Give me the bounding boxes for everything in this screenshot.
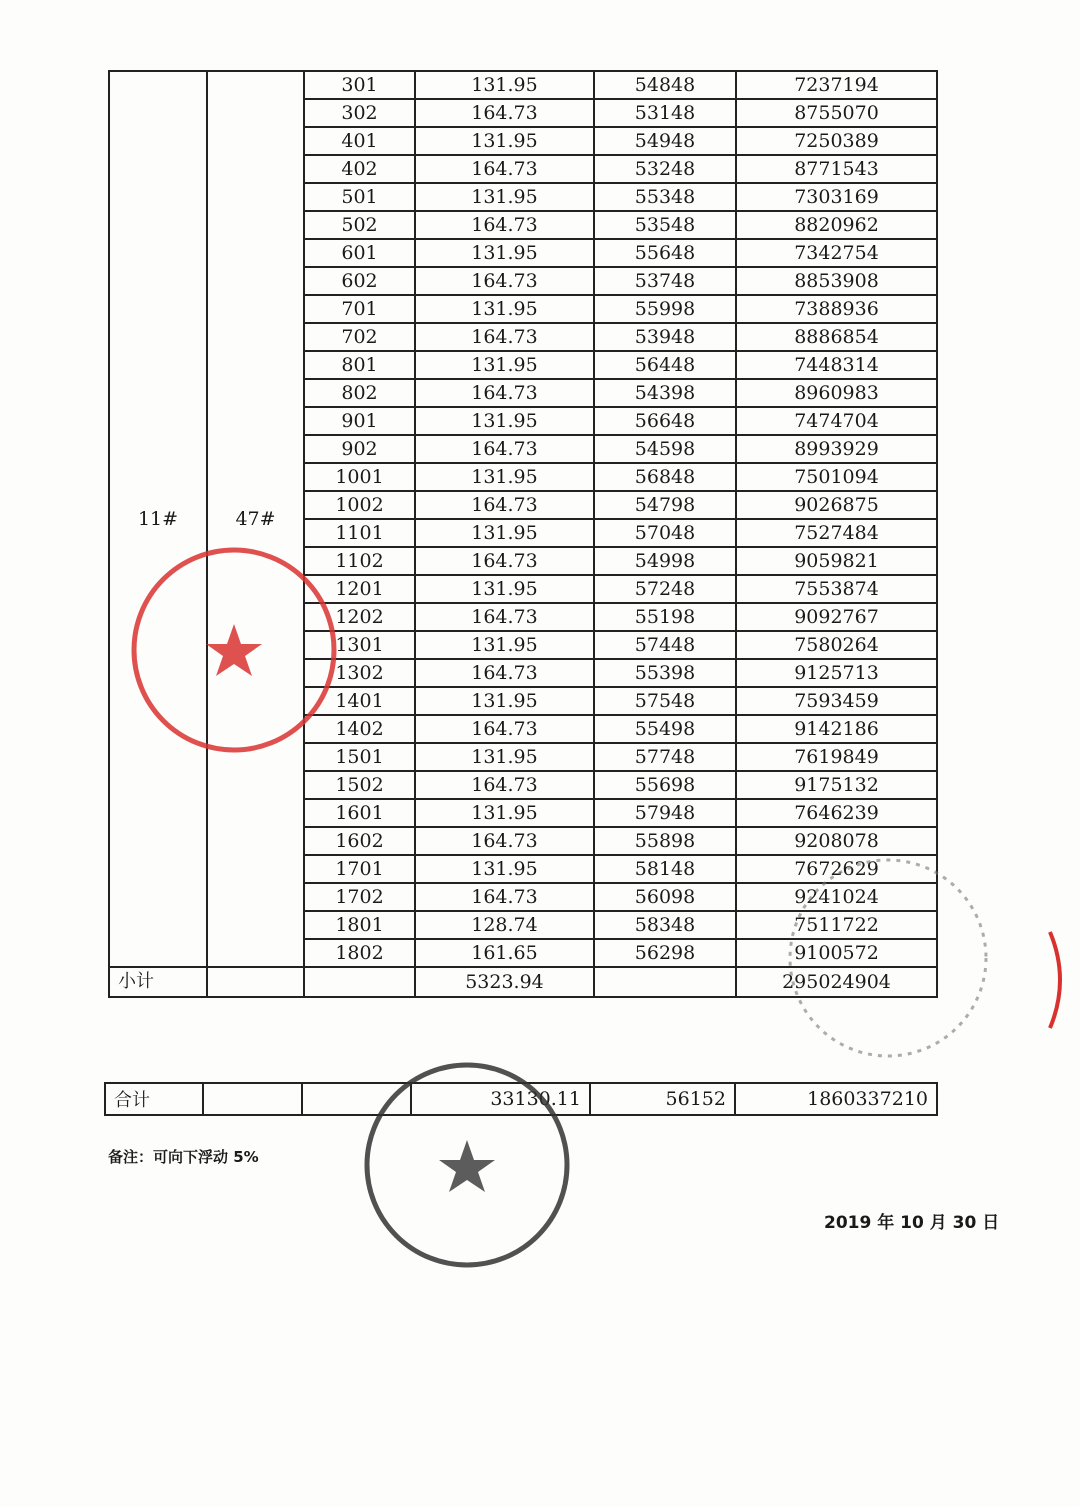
total-price-cell: 9208078 xyxy=(736,827,937,855)
price-table xyxy=(108,70,938,998)
room-number-cell: 1402 xyxy=(304,715,415,743)
area-cell: 131.95 xyxy=(415,575,594,603)
area-cell: 164.73 xyxy=(415,379,594,407)
area-cell: 131.95 xyxy=(415,463,594,491)
unit-price-cell: 55398 xyxy=(594,659,736,687)
room-number-cell: 1101 xyxy=(304,519,415,547)
room-number-cell: 1501 xyxy=(304,743,415,771)
subtotal-empty-1 xyxy=(207,967,304,997)
total-price-cell: 7388936 xyxy=(736,295,937,323)
total-price-cell: 7448314 xyxy=(736,351,937,379)
document-date: 2019 年 10 月 30 日 xyxy=(824,1213,1000,1233)
total-price-cell: 9092767 xyxy=(736,603,937,631)
room-number-cell: 1202 xyxy=(304,603,415,631)
grand-total-empty-2 xyxy=(302,1083,411,1115)
total-price-cell: 9142186 xyxy=(736,715,937,743)
room-number-cell: 1201 xyxy=(304,575,415,603)
area-cell: 164.73 xyxy=(415,211,594,239)
area-cell: 164.73 xyxy=(415,659,594,687)
area-cell: 164.73 xyxy=(415,715,594,743)
room-number-cell: 502 xyxy=(304,211,415,239)
total-price-cell: 8755070 xyxy=(736,99,937,127)
area-cell: 164.73 xyxy=(415,603,594,631)
area-cell: 164.73 xyxy=(415,99,594,127)
building-cell: 11# xyxy=(109,71,207,967)
room-number-cell: 1502 xyxy=(304,771,415,799)
total-price-cell: 9241024 xyxy=(736,883,937,911)
unit-price-cell: 54798 xyxy=(594,491,736,519)
total-price-cell: 7527484 xyxy=(736,519,937,547)
area-cell: 131.95 xyxy=(415,71,594,99)
room-number-cell: 902 xyxy=(304,435,415,463)
total-price-cell: 7672629 xyxy=(736,855,937,883)
remark-note: 备注：可向下浮动 5% xyxy=(108,1148,259,1166)
subtotal-amount: 295024904 xyxy=(736,967,937,997)
total-price-cell: 8993929 xyxy=(736,435,937,463)
total-price-cell: 9026875 xyxy=(736,491,937,519)
area-cell: 131.95 xyxy=(415,855,594,883)
total-price-cell: 8820962 xyxy=(736,211,937,239)
area-cell: 164.73 xyxy=(415,547,594,575)
room-number-cell: 1102 xyxy=(304,547,415,575)
price-table-body xyxy=(109,71,937,997)
unit-price-cell: 56298 xyxy=(594,939,736,967)
total-price-cell: 7593459 xyxy=(736,687,937,715)
area-cell: 131.95 xyxy=(415,631,594,659)
unit-price-cell: 55898 xyxy=(594,827,736,855)
area-cell: 164.73 xyxy=(415,267,594,295)
room-number-cell: 401 xyxy=(304,127,415,155)
total-price-cell: 7580264 xyxy=(736,631,937,659)
unit-price-cell: 53148 xyxy=(594,99,736,127)
unit-price-cell: 54598 xyxy=(594,435,736,463)
area-cell: 131.95 xyxy=(415,687,594,715)
total-price-cell: 7501094 xyxy=(736,463,937,491)
area-cell: 131.95 xyxy=(415,519,594,547)
area-cell: 131.95 xyxy=(415,351,594,379)
room-number-cell: 801 xyxy=(304,351,415,379)
room-number-cell: 1602 xyxy=(304,827,415,855)
area-cell: 131.95 xyxy=(415,295,594,323)
area-cell: 164.73 xyxy=(415,323,594,351)
unit-price-cell: 56448 xyxy=(594,351,736,379)
room-number-cell: 1802 xyxy=(304,939,415,967)
room-number-cell: 1002 xyxy=(304,491,415,519)
unit-price-cell: 58148 xyxy=(594,855,736,883)
unit-price-cell: 57448 xyxy=(594,631,736,659)
unit-price-cell: 57548 xyxy=(594,687,736,715)
unit-price-cell: 57948 xyxy=(594,799,736,827)
unit-price-cell: 57048 xyxy=(594,519,736,547)
total-price-cell: 7342754 xyxy=(736,239,937,267)
area-cell: 131.95 xyxy=(415,183,594,211)
room-number-cell: 1601 xyxy=(304,799,415,827)
room-number-cell: 1001 xyxy=(304,463,415,491)
unit-price-cell: 58348 xyxy=(594,911,736,939)
room-number-cell: 402 xyxy=(304,155,415,183)
room-number-cell: 501 xyxy=(304,183,415,211)
room-number-cell: 1301 xyxy=(304,631,415,659)
area-cell: 131.95 xyxy=(415,407,594,435)
unit-price-cell: 53548 xyxy=(594,211,736,239)
grand-total-unit-price: 56152 xyxy=(590,1083,735,1115)
unit-price-cell: 54948 xyxy=(594,127,736,155)
room-number-cell: 1401 xyxy=(304,687,415,715)
total-price-cell: 9100572 xyxy=(736,939,937,967)
grand-total-amount: 1860337210 xyxy=(735,1083,937,1115)
room-number-cell: 301 xyxy=(304,71,415,99)
total-price-cell: 7619849 xyxy=(736,743,937,771)
unit-price-cell: 57248 xyxy=(594,575,736,603)
total-price-cell: 8886854 xyxy=(736,323,937,351)
area-cell: 164.73 xyxy=(415,883,594,911)
subtotal-empty-3 xyxy=(594,967,736,997)
unit-price-cell: 57748 xyxy=(594,743,736,771)
total-price-cell: 7237194 xyxy=(736,71,937,99)
grand-total-area: 33130.11 xyxy=(411,1083,590,1115)
room-number-cell: 602 xyxy=(304,267,415,295)
total-price-cell: 9125713 xyxy=(736,659,937,687)
room-number-cell: 302 xyxy=(304,99,415,127)
unit-price-cell: 53948 xyxy=(594,323,736,351)
unit-price-cell: 56098 xyxy=(594,883,736,911)
unit-price-cell: 55648 xyxy=(594,239,736,267)
room-number-cell: 1302 xyxy=(304,659,415,687)
area-cell: 164.73 xyxy=(415,827,594,855)
area-cell: 131.95 xyxy=(415,239,594,267)
edge-mark xyxy=(1044,928,1074,1032)
room-number-cell: 802 xyxy=(304,379,415,407)
room-number-cell: 701 xyxy=(304,295,415,323)
total-price-cell: 7250389 xyxy=(736,127,937,155)
room-number-cell: 1702 xyxy=(304,883,415,911)
total-price-cell: 7474704 xyxy=(736,407,937,435)
room-number-cell: 1801 xyxy=(304,911,415,939)
unit-price-cell: 55998 xyxy=(594,295,736,323)
room-number-cell: 901 xyxy=(304,407,415,435)
grand-total-table xyxy=(104,1082,938,1116)
unit-price-cell: 54848 xyxy=(594,71,736,99)
area-cell: 131.95 xyxy=(415,799,594,827)
unit-price-cell: 56648 xyxy=(594,407,736,435)
table-row xyxy=(109,71,937,99)
room-number-cell: 702 xyxy=(304,323,415,351)
room-number-cell: 1701 xyxy=(304,855,415,883)
unit-price-cell: 55198 xyxy=(594,603,736,631)
area-cell: 164.73 xyxy=(415,435,594,463)
grand-total-label: 合计 xyxy=(105,1083,203,1115)
total-price-cell: 7303169 xyxy=(736,183,937,211)
unit-price-cell: 54998 xyxy=(594,547,736,575)
unit-price-cell: 55498 xyxy=(594,715,736,743)
grand-total-empty-1 xyxy=(203,1083,302,1115)
unit-price-cell: 53748 xyxy=(594,267,736,295)
unit-price-cell: 54398 xyxy=(594,379,736,407)
total-price-cell: 8853908 xyxy=(736,267,937,295)
subtotal-area: 5323.94 xyxy=(415,967,594,997)
area-cell: 164.73 xyxy=(415,771,594,799)
unit-price-cell: 53248 xyxy=(594,155,736,183)
area-cell: 161.65 xyxy=(415,939,594,967)
units-count-cell: 47# xyxy=(207,71,304,967)
total-price-cell: 7646239 xyxy=(736,799,937,827)
area-cell: 131.95 xyxy=(415,743,594,771)
total-price-cell: 8771543 xyxy=(736,155,937,183)
total-price-cell: 9059821 xyxy=(736,547,937,575)
subtotal-label: 小计 xyxy=(109,967,207,997)
subtotal-empty-2 xyxy=(304,967,415,997)
grand-total-row xyxy=(105,1083,937,1115)
area-cell: 164.73 xyxy=(415,155,594,183)
unit-price-cell: 55348 xyxy=(594,183,736,211)
total-price-cell: 7553874 xyxy=(736,575,937,603)
total-price-cell: 9175132 xyxy=(736,771,937,799)
area-cell: 128.74 xyxy=(415,911,594,939)
subtotal-row xyxy=(109,967,937,997)
seal-star-icon xyxy=(439,1140,495,1192)
total-price-cell: 7511722 xyxy=(736,911,937,939)
unit-price-cell: 55698 xyxy=(594,771,736,799)
room-number-cell: 601 xyxy=(304,239,415,267)
area-cell: 164.73 xyxy=(415,491,594,519)
area-cell: 131.95 xyxy=(415,127,594,155)
total-price-cell: 8960983 xyxy=(736,379,937,407)
unit-price-cell: 56848 xyxy=(594,463,736,491)
